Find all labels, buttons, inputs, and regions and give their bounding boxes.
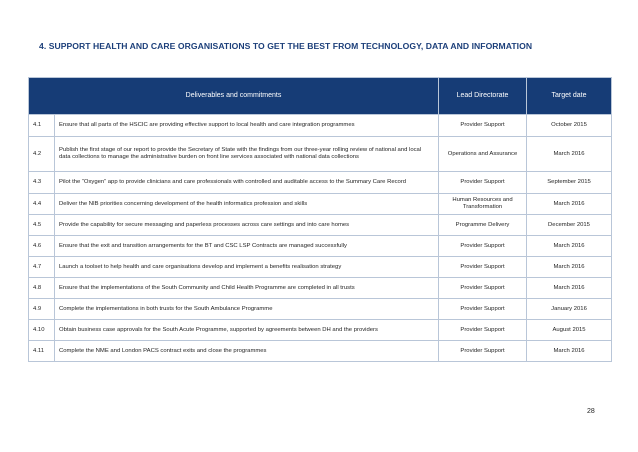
row-target-date: March 2016	[527, 341, 612, 362]
section-title: 4. SUPPORT HEALTH AND CARE ORGANISATIONS TO GET THE BEST FROM TECHNOLOGY, DATA AND INFORMATION	[39, 41, 533, 51]
page-number: 28	[587, 408, 595, 415]
row-number: 4.11	[29, 341, 55, 362]
table-row	[29, 257, 612, 278]
table-row	[29, 299, 612, 320]
row-lead-directorate: Provider Support	[439, 115, 527, 137]
table-row	[29, 341, 612, 362]
row-lead-directorate: Provider Support	[439, 257, 527, 278]
row-number: 4.6	[29, 236, 55, 257]
row-lead-directorate: Provider Support	[439, 299, 527, 320]
table-header-row	[29, 78, 612, 115]
row-lead-directorate: Provider Support	[439, 341, 527, 362]
table-row	[29, 236, 612, 257]
row-lead-directorate: Provider Support	[439, 236, 527, 257]
row-number: 4.4	[29, 194, 55, 215]
row-deliverable: Ensure that the implementations of the South Community and Child Health Programme are completed in all trusts	[55, 278, 439, 299]
row-deliverable: Provide the capability for secure messaging and paperless processes across care settings and into care homes	[55, 215, 439, 236]
row-target-date: March 2016	[527, 194, 612, 215]
row-deliverable: Publish the first stage of our report to provide the Secretary of State with the findings from our three-year rolling review of national and local data collections to manage the administrative burden on front line services associated with national data collections	[55, 137, 439, 172]
row-target-date: December 2015	[527, 215, 612, 236]
row-deliverable: Ensure that the exit and transition arrangements for the BT and CSC LSP Contracts are managed successfully	[55, 236, 439, 257]
row-lead-directorate: Provider Support	[439, 320, 527, 341]
row-deliverable: Ensure that all parts of the HSCIC are providing effective support to local health and care integration programmes	[55, 115, 439, 137]
row-number: 4.9	[29, 299, 55, 320]
row-number: 4.10	[29, 320, 55, 341]
row-lead-directorate: Programme Delivery	[439, 215, 527, 236]
row-number: 4.3	[29, 172, 55, 194]
row-target-date: October 2015	[527, 115, 612, 137]
row-lead-directorate: Human Resources and Transformation	[439, 194, 527, 215]
table-row	[29, 215, 612, 236]
row-number: 4.2	[29, 137, 55, 172]
deliverables-table	[28, 77, 612, 362]
row-deliverable: Deliver the NIB priorities concerning development of the health informatics profession and skills	[55, 194, 439, 215]
row-number: 4.1	[29, 115, 55, 137]
table-row	[29, 194, 612, 215]
row-target-date: March 2016	[527, 257, 612, 278]
table-row	[29, 115, 612, 137]
row-number: 4.7	[29, 257, 55, 278]
row-number: 4.5	[29, 215, 55, 236]
row-deliverable: Complete the implementations in both trusts for the South Ambulance Programme	[55, 299, 439, 320]
row-deliverable: Pilot the “Oxygen” app to provide clinicians and care professionals with controlled and auditable access to the Summary Care Record	[55, 172, 439, 194]
table-row	[29, 320, 612, 341]
row-number: 4.8	[29, 278, 55, 299]
row-target-date: March 2016	[527, 236, 612, 257]
header-target-date: Target date	[527, 78, 612, 115]
row-lead-directorate: Provider Support	[439, 172, 527, 194]
row-lead-directorate: Provider Support	[439, 278, 527, 299]
row-target-date: September 2015	[527, 172, 612, 194]
row-target-date: January 2016	[527, 299, 612, 320]
row-target-date: March 2016	[527, 137, 612, 172]
table-row	[29, 278, 612, 299]
row-target-date: August 2015	[527, 320, 612, 341]
row-target-date: March 2016	[527, 278, 612, 299]
row-deliverable: Launch a toolset to help health and care organisations develop and implement a benefits realisation strategy	[55, 257, 439, 278]
row-lead-directorate: Operations and Assurance	[439, 137, 527, 172]
table-row	[29, 172, 612, 194]
header-lead-directorate: Lead Directorate	[439, 78, 527, 115]
header-deliverables: Deliverables and commitments	[29, 78, 439, 115]
row-deliverable: Obtain business case approvals for the South Acute Programme, supported by agreements between DH and the providers	[55, 320, 439, 341]
table-row	[29, 137, 612, 172]
row-deliverable: Complete the NME and London PACS contract exits and close the programmes	[55, 341, 439, 362]
